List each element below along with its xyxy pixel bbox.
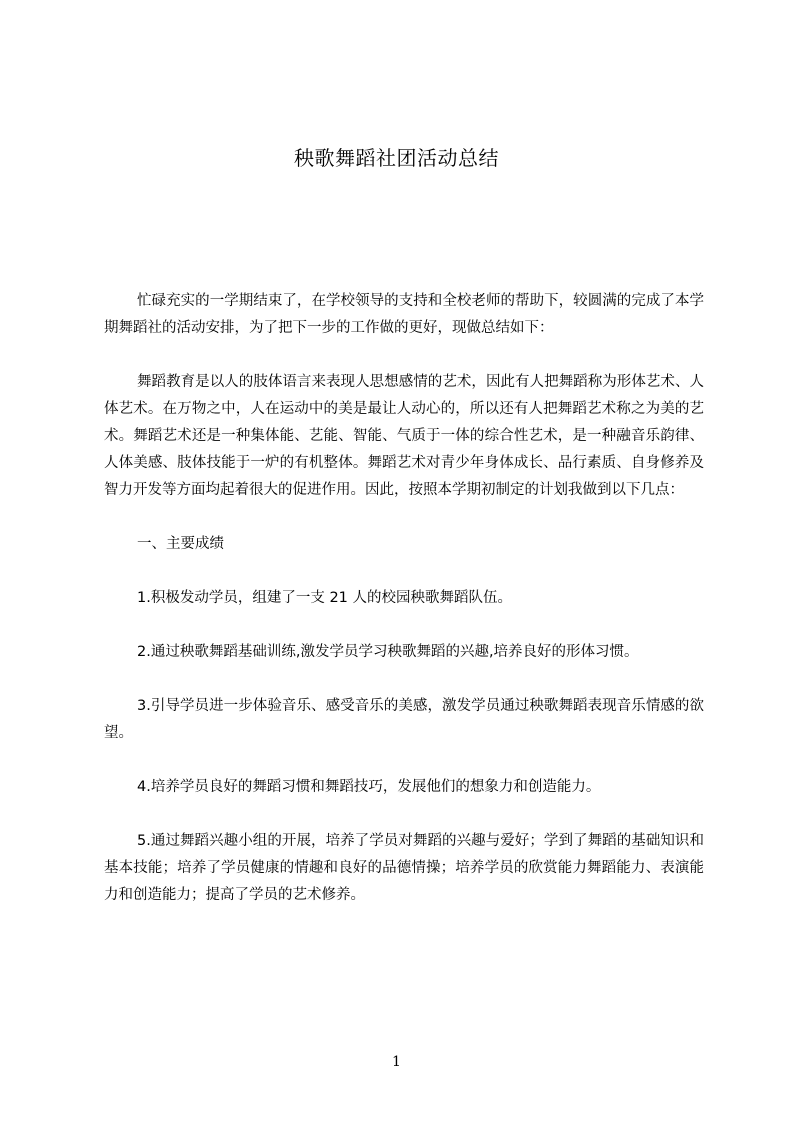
achievement-item-3: 3.引导学员进一步体验音乐、感受音乐的美感，激发学员通过秧歌舞蹈表现音乐情感的欲望。 <box>104 698 704 741</box>
achievement-item-1: 1.积极发动学员，组建了一支 21 人的校园秧歌舞蹈队伍。 <box>137 590 513 606</box>
section-heading: 一、主要成绩 <box>137 536 224 552</box>
page-number: 1 <box>392 1054 401 1070</box>
achievement-item-4: 4.培养学员良好的舞蹈习惯和舞蹈技巧，发展他们的想象力和创造能力。 <box>137 779 601 795</box>
intro-paragraph: 忙碌充实的一学期结束了，在学校领导的支持和全校老师的帮助下，较圆满的完成了本学期舞蹈社的活动安排，为了把下一步的工作做的更好，现做总结如下： <box>104 293 704 336</box>
document-body <box>104 288 704 909</box>
document-title: 秧歌舞蹈社团活动总结 <box>294 146 499 170</box>
achievement-item-2: 2.通过秧歌舞蹈基础训练,激发学员学习秧歌舞蹈的兴趣,培养良好的形体习惯。 <box>137 644 639 660</box>
background-paragraph: 舞蹈教育是以人的肢体语言来表现人思想感情的艺术，因此有人把舞蹈称为形体艺术、人体艺术。在万物之中，人在运动中的美是最让人动心的，所以还有人把舞蹈艺术称之为美的艺术。舞蹈艺术还是一种集体能、艺能、智能、气质于一体的综合性艺术，是一种融音乐韵律、人体美感、肢体技能于一炉的有机整体。舞蹈艺术对青少年身体成长、品行素质、自身修养及智力开发等方面均起着很大的促进作用。因此，按照本学期初制定的计划我做到以下几点： <box>104 374 704 498</box>
achievement-item-5: 5.通过舞蹈兴趣小组的开展，培养了学员对舞蹈的兴趣与爱好；学到了舞蹈的基础知识和基本技能；培养了学员健康的情趣和良好的品德情操；培养学员的欣赏能力舞蹈能力、表演能力和创造能力；提高了学员的艺术修养。 <box>104 833 704 903</box>
